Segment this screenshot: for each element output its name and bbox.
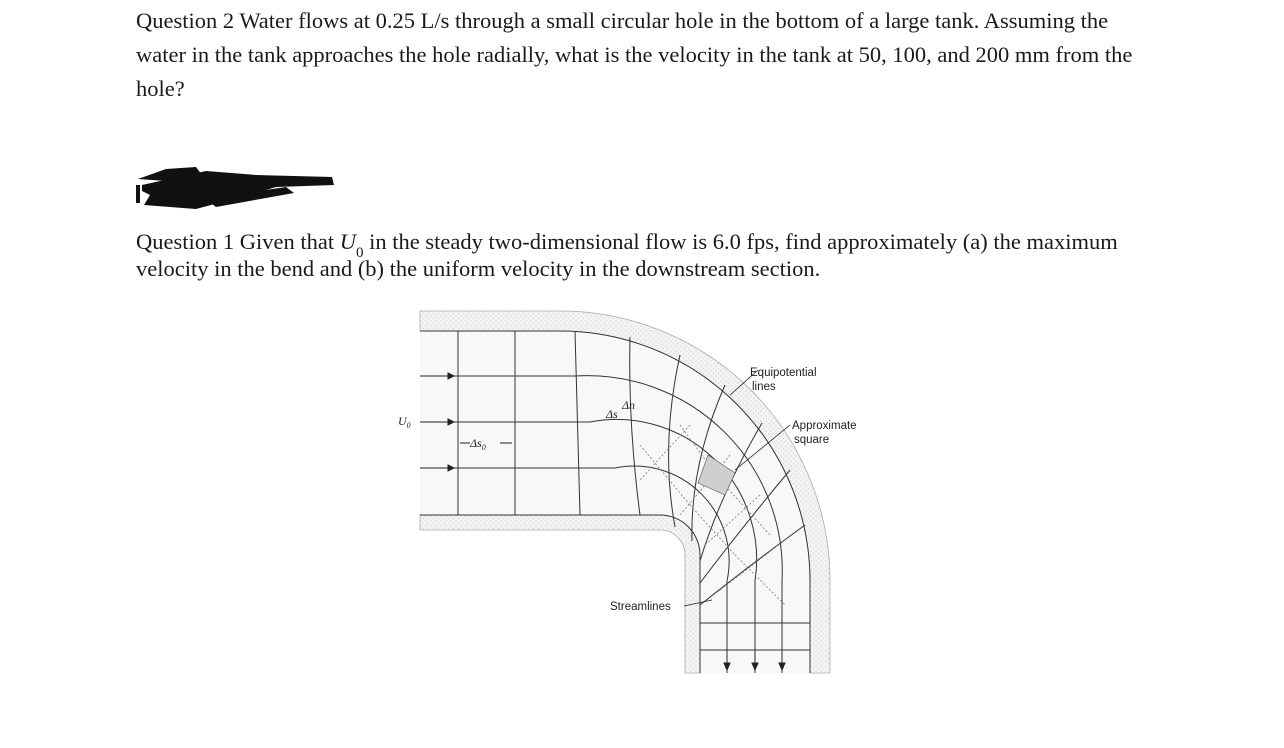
flow-net-figure xyxy=(390,305,910,690)
delta-n-label: Δn xyxy=(622,398,636,412)
question-1-prefix: Question 1 Given that xyxy=(136,229,340,254)
approximate-label-1: Approximate xyxy=(792,420,857,432)
approximate-label-2: square xyxy=(794,434,830,446)
question-1-suffix: in the steady two-dimensional flow is 6.0 fps, find approximately (a) the maximum velocity in the bend and (b) the uniform velocity in the downstream section. xyxy=(136,229,1118,281)
question-2-text: Question 2 Water flows at 0.25 L/s through a small circular hole in the bottom of a large tank. Assuming the water in the tank approaches the hole radially, what is the velocity in the tank at 50, 100, and 200 mm from the hole? xyxy=(136,8,1133,101)
delta-s0-label: $\Delta s_0$ xyxy=(470,436,486,452)
question-1-text xyxy=(136,228,1156,282)
redaction-mark xyxy=(136,163,336,220)
inner-wall xyxy=(420,515,700,673)
velocity-symbol: U xyxy=(339,229,356,254)
delta-s-label: Δs xyxy=(606,407,618,421)
u0-label: $U_0$ xyxy=(398,414,411,430)
equipotential-label-2: lines xyxy=(752,381,776,393)
equipotential-label-1: Equipotential xyxy=(750,367,817,379)
streamlines-label: Streamlines xyxy=(610,601,671,613)
velocity-subscript: 0 xyxy=(355,244,364,261)
flow-net-diagram xyxy=(390,305,910,685)
